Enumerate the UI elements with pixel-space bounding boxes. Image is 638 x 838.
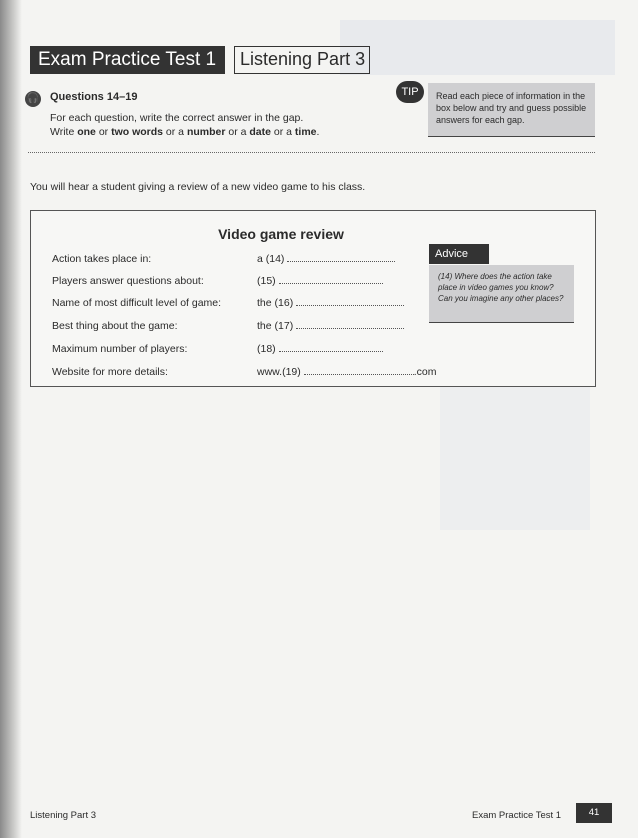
gap-15[interactable]	[279, 275, 383, 284]
review-title: Video game review	[218, 226, 344, 242]
row-answer: a (14)	[257, 253, 395, 265]
advice-tag: Advice	[429, 244, 489, 264]
row-label: Maximum number of players:	[52, 343, 188, 355]
section-title: Listening Part 3	[234, 46, 370, 74]
gap-14[interactable]	[287, 253, 395, 262]
advice-text: (14) Where does the action take place in video games you know? Can you imagine any other places?	[429, 265, 574, 323]
page-binding-shadow	[0, 0, 22, 838]
instruction-line-2: Write one or two words or a number or a date or a time.	[50, 126, 320, 138]
task-intro: You will hear a student giving a review of a new video game to his class.	[30, 181, 366, 193]
bleed-through-banner	[340, 20, 615, 75]
tip-badge: TIP	[396, 81, 424, 103]
headphones-icon: 🎧	[25, 91, 41, 107]
row-answer: the (17)	[257, 320, 404, 332]
questions-heading: Questions 14–19	[50, 91, 138, 103]
tip-text: Read each piece of information in the box below and try and guess possible answers for each gap.	[428, 83, 595, 137]
row-answer: (18)	[257, 343, 383, 355]
row-label: Name of most difficult level of game:	[52, 297, 222, 309]
row-answer: the (16)	[257, 297, 404, 309]
section-divider	[28, 152, 595, 153]
gap-16[interactable]	[296, 297, 404, 306]
row-answer: www.(19) .com	[257, 366, 437, 378]
gap-17[interactable]	[296, 320, 404, 329]
instruction-line-1: For each question, write the correct answer in the gap.	[50, 112, 304, 124]
gap-19[interactable]	[304, 366, 414, 375]
review-box	[30, 210, 596, 387]
footer-section: Listening Part 3	[30, 810, 97, 821]
gap-18[interactable]	[279, 343, 383, 352]
row-answer: (15)	[257, 275, 383, 287]
footer-test: Exam Practice Test 1	[472, 810, 562, 821]
row-label: Players answer questions about:	[52, 275, 204, 287]
page-number: 41	[576, 803, 612, 823]
row-label: Action takes place in:	[52, 253, 152, 265]
row-label: Website for more details:	[52, 366, 168, 378]
row-label: Best thing about the game:	[52, 320, 178, 332]
test-title: Exam Practice Test 1	[30, 46, 225, 74]
